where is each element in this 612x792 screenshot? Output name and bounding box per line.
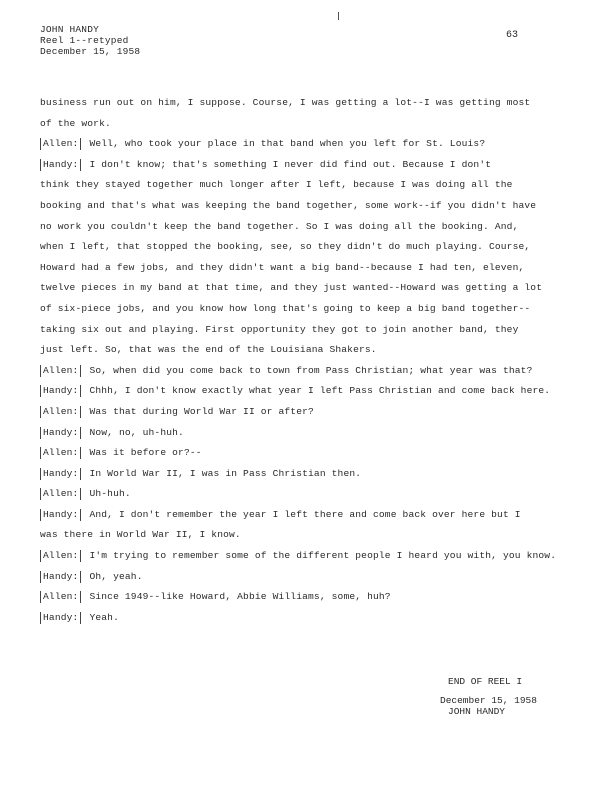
page-header bbox=[40, 24, 140, 57]
transcript-line bbox=[40, 505, 560, 526]
transcript-body bbox=[40, 93, 560, 628]
line-text: And, I don't remember the year I left there and come back over here but I bbox=[89, 508, 521, 520]
header-line: Reel 1--retyped bbox=[40, 35, 129, 46]
transcript-line bbox=[40, 567, 560, 588]
line-text: Uh-huh. bbox=[89, 488, 131, 500]
speaker-label: Handy: bbox=[40, 571, 81, 583]
transcript-line bbox=[40, 402, 560, 423]
line-text: of six-piece jobs, and you know how long that's going to keep a big band together-- bbox=[40, 302, 531, 314]
speaker-label: Allen: bbox=[40, 488, 81, 500]
transcript-line bbox=[40, 93, 560, 114]
line-text: In World War II, I was in Pass Christian then. bbox=[89, 467, 362, 479]
scan-mark bbox=[338, 12, 339, 20]
line-text: of the work. bbox=[40, 117, 111, 129]
transcript-line bbox=[40, 237, 560, 258]
line-text: Well, who took your place in that band when you left for St. Louis? bbox=[89, 138, 486, 150]
speaker-label: Handy: bbox=[40, 385, 81, 397]
line-text: Since 1949--like Howard, Abbie Williams, some, huh? bbox=[89, 591, 391, 603]
transcript-line bbox=[40, 278, 560, 299]
line-text: was there in World War II, I know. bbox=[40, 529, 241, 541]
line-text: booking and that's what was keeping the band together, some work--if you didn't have bbox=[40, 199, 537, 211]
transcript-line bbox=[40, 587, 560, 608]
line-text: Now, no, uh-huh. bbox=[89, 426, 184, 438]
line-text: Yeah. bbox=[89, 611, 119, 623]
line-text: no work you couldn't keep the band together. So I was doing all the booking. And, bbox=[40, 220, 519, 232]
line-text: Was it before or?-- bbox=[89, 447, 202, 459]
transcript-line bbox=[40, 155, 560, 176]
page-number: 63 bbox=[506, 30, 519, 41]
transcript-line bbox=[40, 525, 560, 546]
speaker-label: Handy: bbox=[40, 427, 81, 439]
transcript-line bbox=[40, 361, 560, 382]
line-text: I don't know; that's something I never did find out. Because I don't bbox=[89, 158, 492, 170]
line-text: think they stayed together much longer after I left, because I was doing all the bbox=[40, 179, 513, 191]
speaker-label: Allen: bbox=[40, 591, 81, 603]
transcript-line bbox=[40, 484, 560, 505]
header-line: JOHN HANDY bbox=[40, 24, 100, 35]
line-text: Was that during World War II or after? bbox=[89, 405, 314, 417]
speaker-label: Handy: bbox=[40, 159, 81, 171]
line-text: twelve pieces in my band at that time, and they just wanted--Howard was getting a lot bbox=[40, 282, 543, 294]
speaker-label: Handy: bbox=[40, 612, 81, 624]
end-line: JOHN HANDY bbox=[448, 706, 506, 717]
speaker-label: Allen: bbox=[40, 550, 81, 562]
line-text: I'm trying to remember some of the different people I heard you with, you know. bbox=[89, 550, 557, 562]
transcript-line bbox=[40, 196, 560, 217]
transcript-line bbox=[40, 258, 560, 279]
transcript-line bbox=[40, 217, 560, 238]
transcript-line bbox=[40, 546, 560, 567]
speaker-label: Allen: bbox=[40, 406, 81, 418]
line-text: business run out on him, I suppose. Course, I was getting a lot--I was getting most bbox=[40, 97, 531, 108]
line-text: Howard had a few jobs, and they didn't want a big band--because I had ten, eleven, bbox=[40, 261, 525, 273]
transcript-line bbox=[40, 423, 560, 444]
speaker-label: Allen: bbox=[40, 447, 81, 459]
line-text: taking six out and playing. First opportunity they got to join another band, they bbox=[40, 323, 519, 335]
transcript-line bbox=[40, 608, 560, 629]
transcript-line bbox=[40, 340, 560, 361]
transcript-line bbox=[40, 299, 560, 320]
speaker-label: Allen: bbox=[40, 365, 81, 377]
transcript-line bbox=[40, 381, 560, 402]
transcript-line bbox=[40, 114, 560, 135]
transcript-line bbox=[40, 134, 560, 155]
line-text: Oh, yeah. bbox=[89, 570, 143, 582]
end-of-reel-block bbox=[440, 676, 537, 717]
line-text: Chhh, I don't know exactly what year I left Pass Christian and come back here. bbox=[89, 385, 551, 397]
speaker-label: Handy: bbox=[40, 468, 81, 480]
speaker-label: Allen: bbox=[40, 138, 81, 150]
transcript-line bbox=[40, 443, 560, 464]
line-text: So, when did you come back to town from Pass Christian; what year was that? bbox=[89, 364, 533, 376]
transcript-line bbox=[40, 320, 560, 341]
transcript-line bbox=[40, 464, 560, 485]
transcript-line bbox=[40, 175, 560, 196]
end-line: END OF REEL I bbox=[448, 676, 523, 687]
header-line: December 15, 1958 bbox=[40, 46, 141, 57]
speaker-label: Handy: bbox=[40, 509, 81, 521]
end-line: December 15, 1958 bbox=[440, 695, 537, 706]
line-text: just left. So, that was the end of the Louisiana Shakers. bbox=[40, 344, 377, 356]
line-text: when I left, that stopped the booking, see, so they didn't do much playing. Course, bbox=[40, 241, 531, 253]
